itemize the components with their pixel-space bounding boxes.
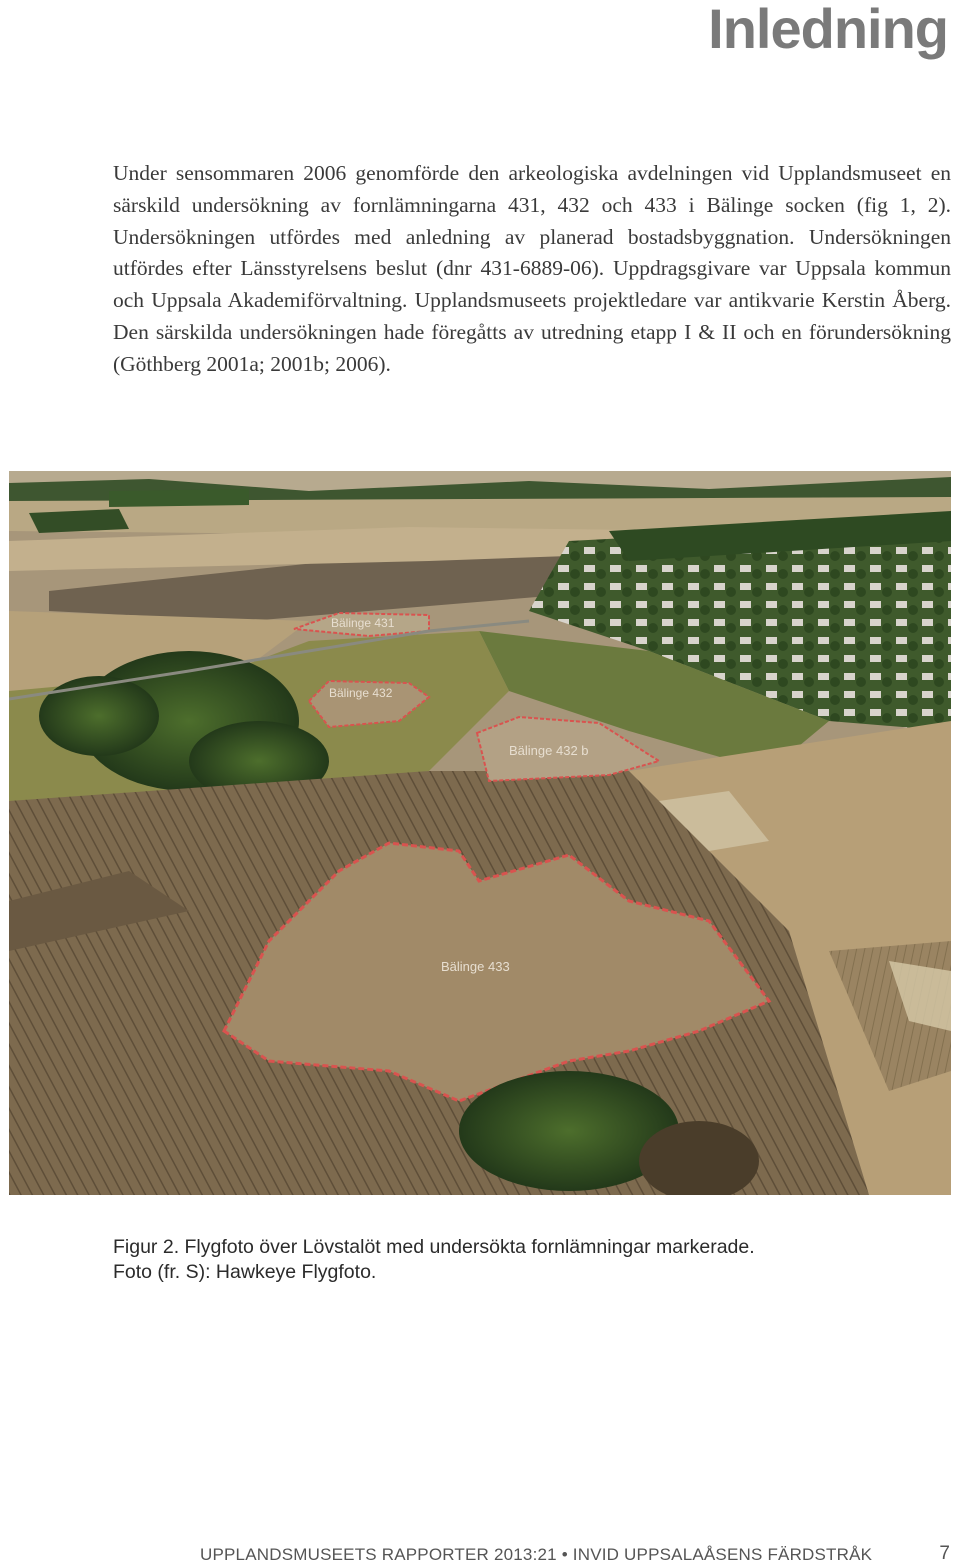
label-432b: Bälinge 432 b xyxy=(509,743,589,758)
page-title: Inledning xyxy=(708,0,948,60)
aerial-photo xyxy=(9,471,951,1195)
label-432: Bälinge 432 xyxy=(329,686,393,700)
caption-line-2: Foto (fr. S): Hawkeye Flygfoto. xyxy=(113,1261,377,1283)
label-431: Bälinge 431 xyxy=(331,616,395,630)
page-number: 7 xyxy=(939,1543,950,1564)
running-footer: UPPLANDSMUSEETS RAPPORTER 2013:21 • INVID UPPSALAÅSENS FÄRDSTRÅK xyxy=(200,1545,873,1564)
caption-line-1: Figur 2. Flygfoto över Lövstalöt med undersökta fornlämningar markerade. xyxy=(113,1236,755,1258)
label-433: Bälinge 433 xyxy=(441,959,510,974)
intro-paragraph: Under sensommaren 2006 genomförde den arkeologiska avdelningen vid Upplandsmuseet en särskild undersökning av fornlämningarna 431, 432 och 433 i Bälinge socken (fig 1, 2). Undersökningen utfördes med anledning av planerad bostadsbyggnation. Undersökningen utfördes efter Länsstyrelsens beslut (dnr 431-6889-06). Uppdragsgivare var Uppsala kommun och Uppsala Akademiförvaltning. Upplandsmuseets projektledare var antikvarie Kerstin Åberg. Den särskilda undersökningen hade föregåtts av utredning etapp I & II och en förundersökning (Göthberg 2001a; 2001b; 2006). xyxy=(113,161,951,376)
figure-caption xyxy=(113,1235,933,1285)
